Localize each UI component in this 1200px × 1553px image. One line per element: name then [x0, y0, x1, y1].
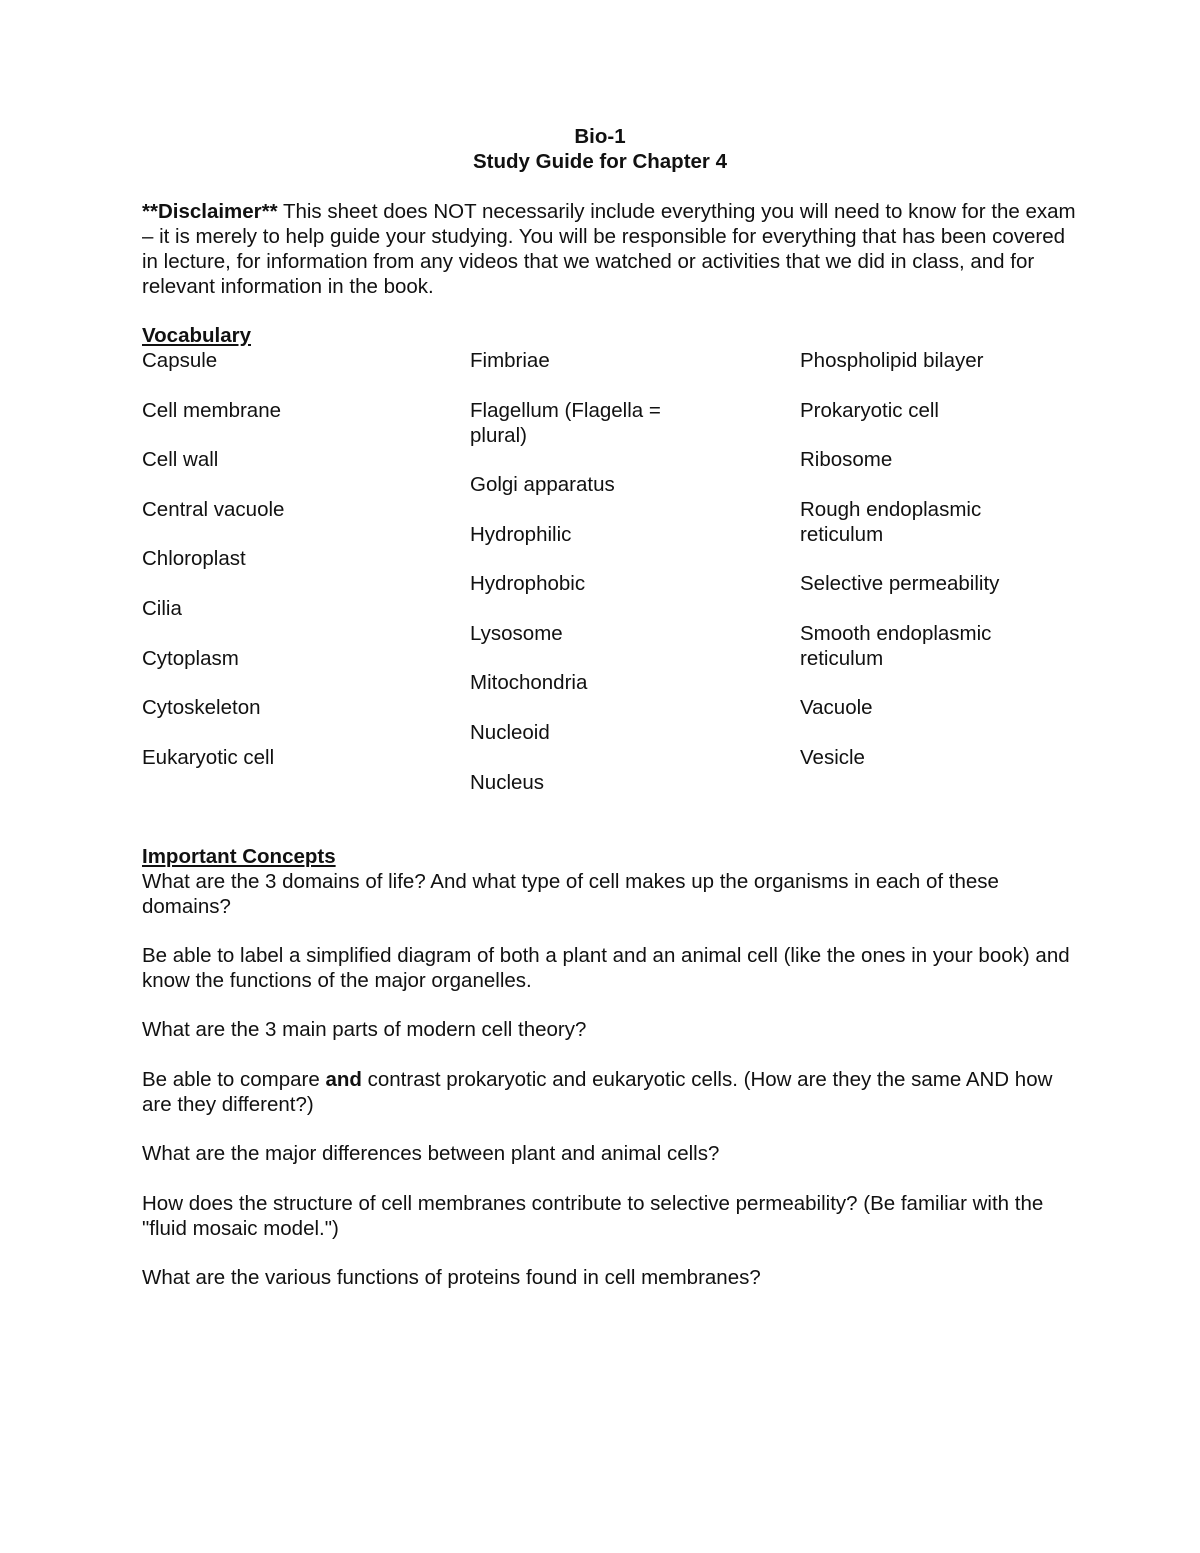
concepts-heading: Important Concepts	[142, 845, 336, 868]
disclaimer-text: This sheet does NOT necessarily include everything you will need to know for the exam – it is merely to help guide your studying. You will be responsible for everything that has been covered in lecture, for information from any videos that we watched or activities that we did in class, and for relevant information in the book.	[142, 200, 1076, 298]
vocab-term: Lysosome	[470, 622, 563, 645]
vocab-term: plural)	[470, 424, 527, 447]
disclaimer-paragraph	[142, 199, 1082, 299]
disclaimer-label: **Disclaimer**	[142, 200, 278, 223]
vocab-term: Nucleus	[470, 771, 545, 794]
vocab-term: Hydrophilic	[470, 523, 572, 546]
vocab-term: Prokaryotic cell	[800, 399, 939, 422]
vocab-term: Cilia	[142, 597, 182, 620]
vocab-term: Flagellum (Flagella =	[470, 399, 661, 422]
concept-question: How does the structure of cell membranes contribute to selective permeability? (Be familiar with the "fluid mosaic model.")	[142, 1192, 1044, 1240]
vocab-term: Hydrophobic	[470, 572, 586, 595]
vocab-term: reticulum	[800, 647, 884, 670]
vocab-term: Golgi apparatus	[470, 473, 615, 496]
page-title: Study Guide for Chapter 4	[473, 150, 727, 173]
vocab-term: Vacuole	[800, 696, 873, 719]
vocab-term: Selective permeability	[800, 572, 1000, 595]
concept-question	[142, 1067, 1082, 1117]
vocab-term: reticulum	[800, 523, 884, 546]
vocab-term: Nucleoid	[470, 721, 550, 744]
concept-question: What are the 3 domains of life? And what type of cell makes up the organisms in each of these domains?	[142, 870, 999, 918]
vocab-term: Cell wall	[142, 448, 219, 471]
concept-question: What are the major differences between plant and animal cells?	[142, 1142, 720, 1165]
vocab-term: Fimbriae	[470, 349, 550, 372]
vocab-term: Capsule	[142, 349, 218, 372]
vocab-term: Chloroplast	[142, 547, 246, 570]
vocab-term: Rough endoplasmic	[800, 498, 982, 521]
vocab-term: Vesicle	[800, 746, 865, 769]
concept-question: What are the various functions of proteins found in cell membranes?	[142, 1266, 761, 1289]
vocab-term: Central vacuole	[142, 498, 285, 521]
vocab-term: Cell membrane	[142, 399, 281, 422]
emphasis-and: and	[325, 1068, 362, 1091]
concept-question-end: contrast prokaryotic and eukaryotic cells. (How are they the same AND how are they different?)	[142, 1068, 1053, 1116]
vocab-term: Phospholipid bilayer	[800, 349, 984, 372]
vocab-term: Cytoplasm	[142, 647, 239, 670]
vocab-term: Mitochondria	[470, 671, 588, 694]
vocabulary-heading: Vocabulary	[142, 324, 251, 347]
concept-question-start: Be able to compare	[142, 1068, 326, 1091]
vocab-term: Ribosome	[800, 448, 893, 471]
vocab-term: Cytoskeleton	[142, 696, 261, 719]
course-title: Bio-1	[574, 125, 626, 148]
concept-question: What are the 3 main parts of modern cell theory?	[142, 1018, 587, 1041]
concept-question: Be able to label a simplified diagram of both a plant and an animal cell (like the ones in your book) and know the functions of the major organelles.	[142, 944, 1070, 992]
vocab-term: Eukaryotic cell	[142, 746, 275, 769]
vocab-term: Smooth endoplasmic	[800, 622, 992, 645]
